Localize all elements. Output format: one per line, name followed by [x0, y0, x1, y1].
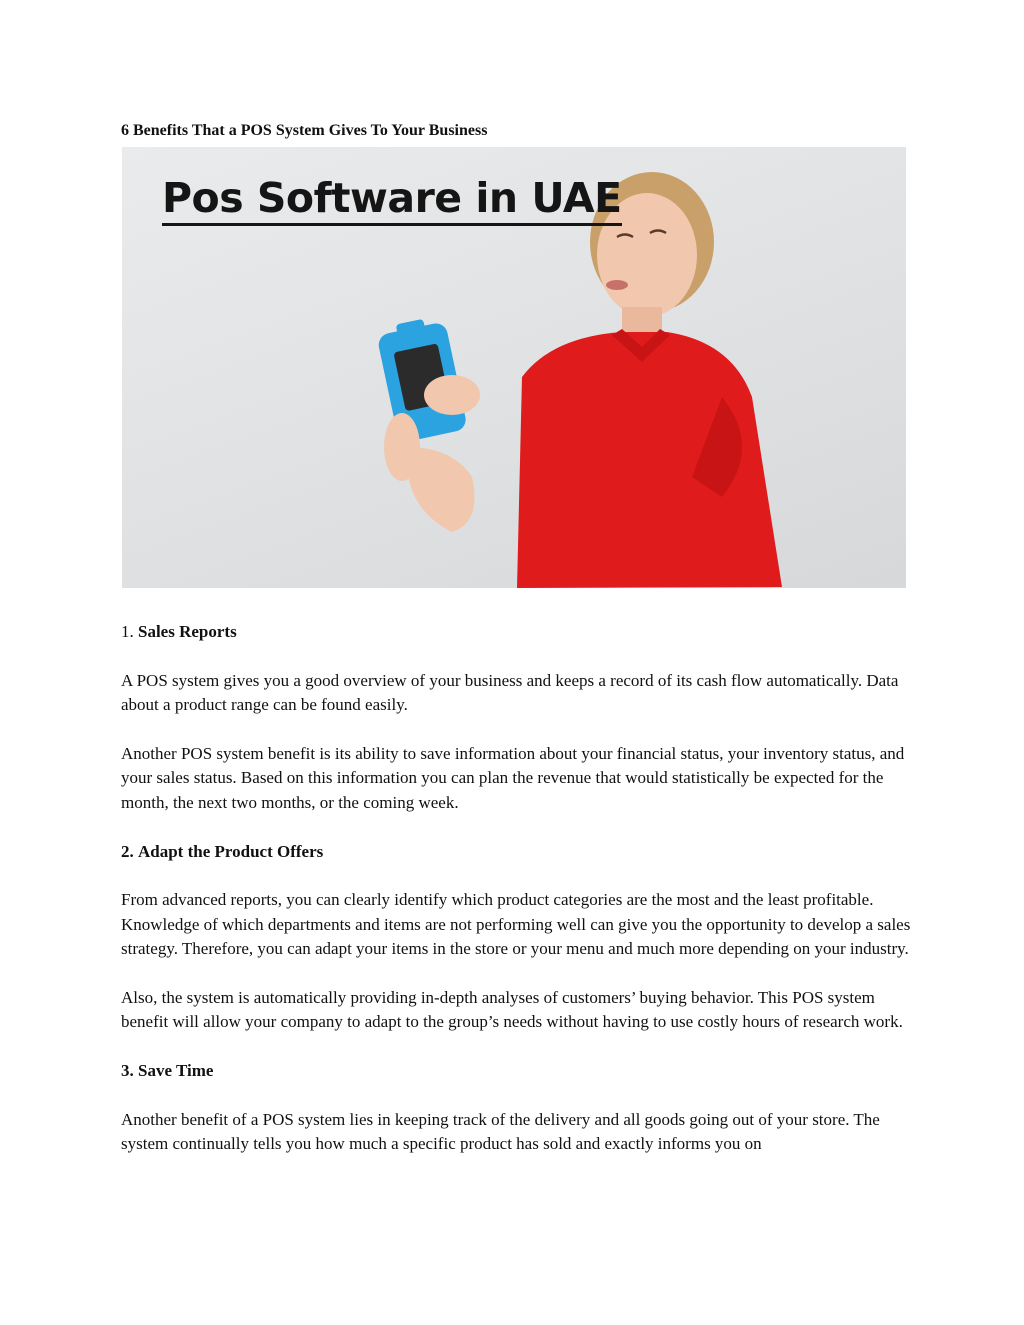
section-heading-text: Sales Reports: [138, 622, 237, 641]
section-heading-sales-reports: [121, 620, 911, 644]
paragraph: Another POS system benefit is its ability to save information about your financial status, your inventory status, and your sales status. Based on this information you can plan the revenue that would statistically be expected for the month, the next two months, or the coming week.: [121, 744, 905, 812]
document-title: 6 Benefits That a POS System Gives To Your Business: [121, 122, 488, 139]
paragraph: From advanced reports, you can clearly identify which product categories are the most and the least profitable. Knowledge of which departments and items are not performing well can give you the opportunity to develop a sales strategy. Therefore, you can adapt your items in the store or your menu and much more depending on your industry.: [121, 890, 911, 959]
paragraph: A POS system gives you a good overview of your business and keeps a record of its cash flow automatically. Data about a product range can be found easily.: [121, 670, 899, 715]
section-number: 3.: [121, 1061, 134, 1081]
hero-image-heading: Pos Software in UAE: [162, 173, 622, 226]
hero-image: [122, 147, 906, 588]
article-body: [121, 620, 911, 1157]
section-heading-text: Save Time: [138, 1061, 214, 1081]
paragraph: Also, the system is automatically providing in-depth analyses of customers’ buying behavior. This POS system benefit will allow your company to adapt to the group’s needs without having to use costly hours of research work.: [121, 988, 903, 1032]
section-number: 1.: [121, 622, 134, 641]
section-heading-text: Adapt the Product Offers: [138, 841, 324, 861]
section-heading-adapt-product-offers: [121, 840, 911, 864]
section-heading-save-time: [121, 1059, 911, 1083]
section-number: 2.: [121, 841, 134, 861]
paragraph: Another benefit of a POS system lies in keeping track of the delivery and all goods going out of your store. The system continually tells you how much a specific product has sold and exactly informs you on: [121, 1110, 880, 1154]
